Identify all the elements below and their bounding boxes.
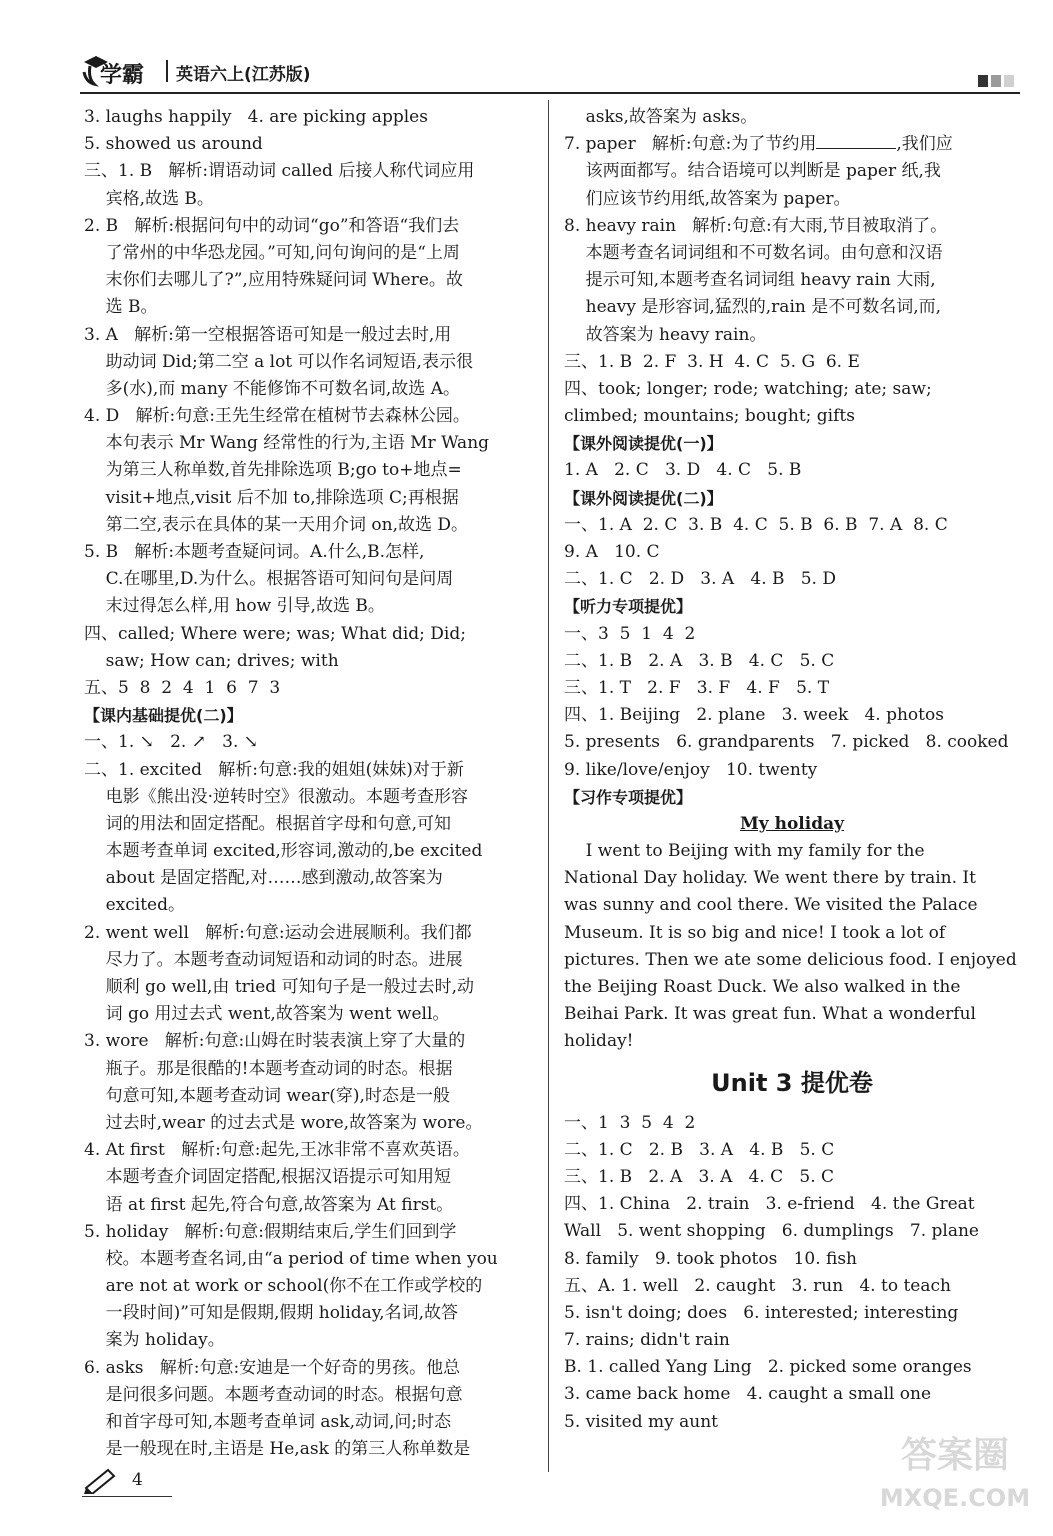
answer-line: 二、1. C 2. B 3. A 4. B 5. C [564,1139,835,1160]
logo [80,48,166,90]
answer-line: 四、1. China 2. train 3. e-friend 4. the Great [564,1194,975,1215]
answer-line: 词的用法和固定搭配。根据首字母和句意,可知 [84,813,452,834]
answer-line: 五、A. 1. well 2. caught 3. run 4. to teach [564,1275,951,1296]
answer-line: 是问很多问题。本题考查动词的时态。根据句意 [84,1384,463,1405]
answer-line: B. 1. called Yang Ling 2. picked some oranges [564,1357,972,1378]
answer-line: 3. wore 解析:句意:山姆在时装表演上穿了大量的 [84,1031,466,1052]
essay-line: Beihai Park. It was great fun. What a wonderful [564,1004,976,1025]
answer-line: 7. rains; didn't rain [564,1330,730,1351]
section-heading: 【习作专项提优】 [564,787,693,807]
answer-line: 五、5 8 2 4 1 6 7 3 [84,677,281,698]
section-heading: 【课外阅读提优(一)】 [564,434,723,454]
answer-line: 一、3 5 1 4 2 [564,623,696,644]
answer-line: 第二空,表示在具体的某一天用介词 on,故选 D。 [84,514,469,535]
answer-line: 语 at first 起先,符合句意,故答案为 At first。 [84,1194,454,1215]
page-number: 4 [132,1470,143,1490]
answer-line: 5. presents 6. grandparents 7. picked 8. cooked [564,732,1009,753]
answer-line: 选 B。 [84,297,158,318]
answer-line: 案为 holiday。 [84,1330,225,1351]
section-heading: 【听力专项提优】 [564,597,693,617]
answer-line: 提示可知,本题考查名词词组 heavy rain 大雨, [564,270,936,291]
answer-line: 2. went well 解析:句意:运动会进展顺利。我们都 [84,922,472,943]
essay-line: Museum. It is so big and nice! I took a lot of [564,922,946,943]
answer-line: Wall 5. went shopping 6. dumplings 7. plane [564,1221,979,1242]
answer-line: 8. heavy rain 解析:句意:有大雨,节目被取消了。 [564,215,948,236]
answer-line: 二、1. C 2. D 3. A 4. B 5. D [564,569,836,590]
essay-line: the Beijing Roast Duck. We also walked in the [564,977,961,997]
book-title: 英语六上(江苏版) [176,65,311,85]
answer-line: 二、1. excited 解析:句意:我的姐姐(妹妹)对于新 [84,759,464,780]
answer-line: 一、1. ↘ 2. ↗ 3. ↘ [84,732,259,753]
answer-line: 本题考查单词 excited,形容词,激动的,be excited [84,841,483,862]
answer-line: climbed; mountains; bought; gifts [564,406,855,427]
answer-line: 1. A 2. C 3. D 4. C 5. B [564,460,802,481]
answer-line: 5. showed us around [84,134,263,155]
answer-line: 末你们去哪儿了?”,应用特殊疑问词 Where。故 [84,270,463,291]
answer-line: 三、1. T 2. F 3. F 4. F 5. T [564,677,830,698]
answer-line: 一、1. A 2. C 3. B 4. C 5. B 6. B 7. A 8. C [564,514,948,535]
answer-line: 一、1 3 5 4 2 [564,1112,696,1133]
footer-rule [82,1496,172,1497]
answer-line: are not at work or school(你不在工作或学校的 [84,1276,483,1297]
answer-line: asks,故答案为 asks。 [564,107,758,127]
q7-text: 7. paper 解析:句意:为了节约用 [564,134,817,155]
watermark-text: 答案圈 [900,1435,1009,1476]
answer-line: 本题考查名词词组和不可数名词。由句意和汉语 [564,242,943,263]
answer-line: about 是固定搭配,对……感到激动,故答案为 [84,868,443,889]
essay-line: was sunny and cool there. We visited the Palace [564,895,978,916]
section-heading: 【课外阅读提优(二)】 [564,488,723,508]
answer-line: 词 go 用过去式 went,故答案为 went well。 [84,1004,450,1025]
answer-blank [816,132,896,149]
answer-line: 三、1. B 2. F 3. H 4. C 5. G 6. E [564,351,860,372]
watermark-url: MXQE.COM [879,1484,1031,1512]
answer-line: 故答案为 heavy rain。 [564,324,767,345]
answer-line: 校。本题考查名词,由“a period of time when you [84,1248,498,1269]
answer-line: 3. came back home 4. caught a small one [564,1384,932,1405]
q7-text-tail: ,我们应 [896,134,953,155]
answer-line: 多(水),而 many 不能修饰不可数名词,故选 A。 [84,378,460,399]
answer-line: 9. A 10. C [564,542,660,562]
answer-line: 三、1. B 2. A 3. A 4. C 5. C [564,1166,835,1187]
section-heading: 【课内基础提优(二)】 [84,706,243,726]
answer-line: 末过得怎么样,用 how 引导,故选 B。 [84,596,385,617]
essay-title: My holiday [739,813,844,834]
answer-line: 四、called; Where were; was; What did; Did; [84,623,466,644]
answer-line: 电影《熊出没·逆转时空》很激动。本题考查形容 [84,786,469,807]
unit-title: Unit 3 提优卷 [711,1068,873,1097]
essay-line: pictures. Then we ate some delicious food. I enjoyed [564,949,1017,970]
page-footer [82,1466,182,1500]
answer-line: 尽力了。本题考查动词短语和动词的时态。进展 [84,949,463,970]
answer-line: 本题考查介词固定搭配,根据汉语提示可知用短 [84,1167,452,1188]
answer-line: C.在哪里,D.为什么。根据答语可知问句是问周 [84,569,454,590]
answer-line: 5. isn't doing; does 6. interested; interesting [564,1302,959,1323]
watermark [870,1430,1040,1526]
essay-line: holiday! [564,1031,634,1052]
answer-line: 四、took; longer; rode; watching; ate; saw; [564,378,932,399]
answer-line: 了常州的中华恐龙园。”可知,问句询问的是“上周 [84,242,460,263]
answer-line: 们应该节约用纸,故答案为 paper。 [564,188,851,209]
answer-line: 4. At first 解析:句意:起先,王冰非常不喜欢英语。 [84,1140,470,1161]
page-header [80,48,1020,94]
answer-line: 该两面都写。结合语境可以判断是 paper 纸,我 [564,161,941,182]
answer-line: 为第三人称单数,首先排除选项 B;go to+地点= [84,460,462,481]
answer-line: 5. B 解析:本题考查疑问词。A.什么,B.怎样, [84,542,425,562]
column-divider [548,100,549,1472]
answer-line: saw; How can; drives; with [84,650,339,671]
answer-line: 8. family 9. took photos 10. fish [564,1248,858,1269]
essay-line: I went to Beijing with my family for the [564,841,925,862]
answer-line: 顺利 go well,由 tried 可知句子是一般过去时,动 [84,977,474,997]
answer-line: 助动词 Did;第二空 a lot 可以作名词短语,表示很 [84,351,473,372]
answer-line: 瓶子。那是很酷的!本题考查动词的时态。根据 [84,1058,453,1079]
answer-line: 2. B 解析:根据问句中的动词“go”和答语“我们去 [84,215,460,236]
answer-line: 宾格,故选 B。 [84,188,214,209]
answer-line: 一段时间)”可知是假期,假期 holiday,名词,故答 [84,1303,458,1324]
answer-line: 二、1. B 2. A 3. B 4. C 5. C [564,650,835,671]
answer-line-q7 [564,131,1020,158]
answer-line: 和首字母可知,本题考查单词 ask,动词,问;时态 [84,1412,452,1432]
logo-text: 学霸 [100,63,145,88]
answer-line: 四、1. Beijing 2. plane 3. week 4. photos [564,705,944,726]
answer-line: 5. holiday 解析:句意:假期结束后,学生们回到学 [84,1221,457,1242]
answer-line: 三、1. B 解析:谓语动词 called 后接人称代词应用 [84,161,475,182]
answer-line: 3. A 解析:第一空根据答语可知是一般过去时,用 [84,324,452,345]
answer-line: 4. D 解析:句意:王先生经常在植树节去森林公园。 [84,406,470,427]
essay-line: National Day holiday. We went there by train. It [564,868,976,889]
answer-line: 6. asks 解析:句意:安迪是一个好奇的男孩。他总 [84,1357,461,1378]
answer-line: heavy 是形容词,猛烈的,rain 是不可数名词,而, [564,297,942,318]
answer-line: 本句表示 Mr Wang 经常性的行为,主语 Mr Wang [84,433,490,454]
answer-line: visit+地点,visit 后不加 to,排除选项 C;再根据 [84,487,459,508]
answer-line: 9. like/love/enjoy 10. twenty [564,759,818,780]
answer-line: 3. laughs happily 4. are picking apples [84,107,428,127]
right-column [564,104,1020,1436]
header-separator [166,60,168,82]
answer-line: 句意可知,本题考查动词 wear(穿),时态是一般 [84,1085,450,1106]
left-column [84,104,536,1463]
pencil-icon [82,1466,122,1494]
answer-line: excited。 [84,895,185,916]
answer-line: 过去时,wear 的过去式是 wore,故答案为 wore。 [84,1112,483,1133]
answer-line: 是一般现在时,主语是 He,ask 的第三人称单数是 [84,1439,471,1460]
answer-line: 5. visited my aunt [564,1411,718,1432]
header-decoration [975,72,1014,91]
